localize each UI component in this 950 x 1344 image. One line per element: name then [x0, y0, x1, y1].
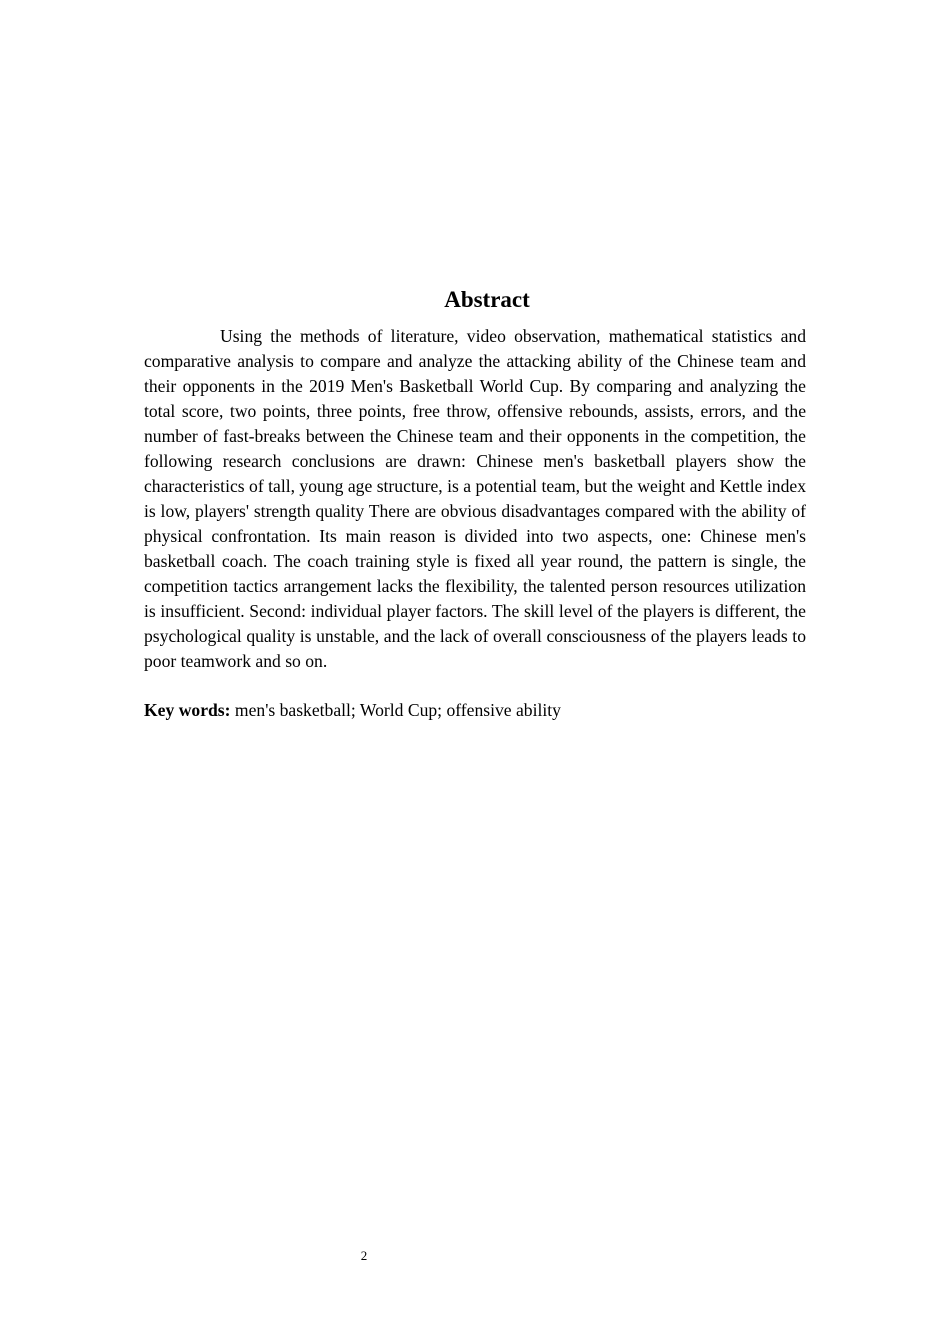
keywords-line: [144, 698, 806, 723]
page-number: 2: [360, 1248, 368, 1263]
abstract-heading: Abstract: [444, 287, 530, 312]
abstract-paragraph: Using the methods of literature, video observation, mathematical statistics and comparative analysis to compare and analyze the attacking ability of the Chinese team and their opponents in the 2019 Men's Basketball World Cup. By comparing and analyzing the total score, two points, three points, free throw, offensive rebounds, assists, errors, and the number of fast-breaks between the Chinese team and their opponents in the competition, the following research conclusions are drawn: Chinese men's basketball players show the characteristics of tall, young age structure, is a potential team, but the weight and Kettle index is low, players' strength quality There are obvious disadvantages compared with the ability of physical confrontation. Its main reason is divided into two aspects, one: Chinese men's basketball coach. The coach training style is fixed all year round, the pattern is single, the competition tactics arrangement lacks the flexibility, the talented person resources utilization is insufficient. Second: individual player factors. The skill level of the players is different, the psychological quality is unstable, and the lack of overall consciousness of the players leads to poor teamwork and so on.: [144, 326, 806, 671]
keywords-text: men's basketball; World Cup; offensive ability: [230, 700, 561, 720]
keywords-label: Key words:: [144, 700, 231, 720]
